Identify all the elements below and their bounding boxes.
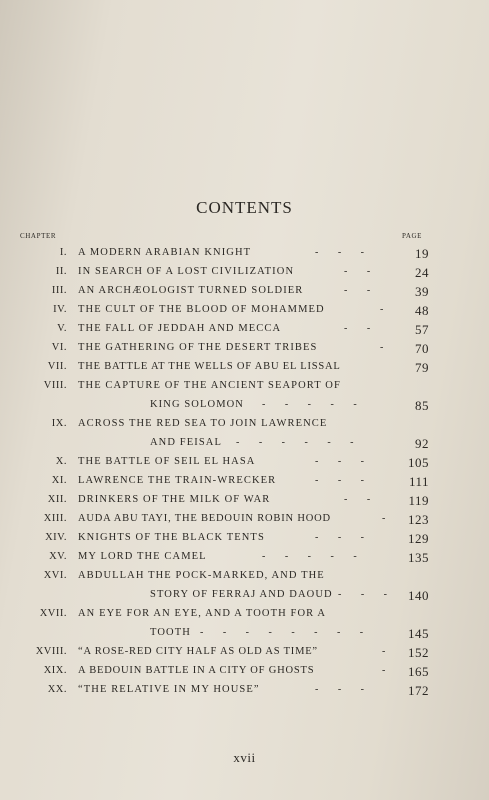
dot-leader: - -: [344, 323, 371, 334]
page-number: 123: [408, 512, 429, 527]
dot-leader: - - -: [315, 456, 364, 467]
toc-entry-14: [0, 532, 489, 550]
chapter-number: XVII.: [39, 608, 67, 619]
chapter-title: ACROSS THE RED SEA TO JOIN LAWRENCE: [78, 418, 328, 429]
toc-entry-2: [0, 266, 489, 284]
page-number: 19: [415, 246, 429, 261]
toc-entry-4: [0, 304, 489, 322]
dot-leader: -: [382, 646, 386, 657]
dot-leader: -: [382, 513, 386, 524]
toc-entry-12: [0, 494, 489, 512]
toc-entry-11: [0, 475, 489, 493]
dot-leader: - -: [344, 285, 371, 296]
chapter-title: IN SEARCH OF A LOST CIVILIZATION: [78, 266, 295, 277]
chapter-number: XIV.: [45, 532, 67, 543]
page-number: 70: [415, 341, 429, 356]
chapter-title-continuation: STORY OF FERRAJ AND DAOUD: [150, 589, 333, 600]
toc-entry-17-line-1: [0, 608, 489, 626]
toc-entry-9-line-2: [0, 437, 489, 455]
toc-entry-1: [0, 247, 489, 265]
page-number: 135: [408, 550, 429, 565]
page-number: 140: [408, 588, 429, 603]
page-number: 57: [415, 322, 429, 337]
chapter-number: XVIII.: [35, 646, 67, 657]
toc-entry-17-line-2: [0, 627, 489, 645]
toc-entry-8-line-2: [0, 399, 489, 417]
chapter-title: THE BATTLE OF SEIL EL HASA: [78, 456, 256, 467]
page-title: CONTENTS: [196, 198, 293, 217]
toc-entry-19: [0, 665, 489, 683]
toc-entry-16-line-1: [0, 570, 489, 588]
dot-leader: -: [382, 665, 386, 676]
page-number: 24: [415, 265, 429, 280]
chapter-title: THE FALL OF JEDDAH AND MECCA: [78, 323, 282, 334]
dot-leader: - - -: [315, 247, 364, 258]
dot-leader: - -: [344, 494, 371, 505]
chapter-title-continuation: TOOTH: [150, 627, 191, 638]
toc-entry-6: [0, 342, 489, 360]
page-number: 172: [408, 683, 429, 698]
chapter-title: ABDULLAH THE POCK-MARKED, AND THE: [78, 570, 325, 581]
chapter-title: AN ARCHÆOLOGIST TURNED SOLDIER: [78, 285, 304, 296]
dot-leader: - -: [344, 266, 371, 277]
page-number: 85: [415, 398, 429, 413]
chapter-number: VII.: [47, 361, 67, 372]
chapter-number: III.: [51, 285, 67, 296]
toc-entry-15: [0, 551, 489, 569]
chapter-title: LAWRENCE THE TRAIN-WRECKER: [78, 475, 277, 486]
page-number: 145: [408, 626, 429, 641]
chapter-number: XVI.: [43, 570, 67, 581]
chapter-number: XIX.: [43, 665, 67, 676]
toc-entry-16-line-2: [0, 589, 489, 607]
chapter-number: V.: [57, 323, 67, 334]
chapter-number: IV.: [53, 304, 67, 315]
chapter-number: XI.: [51, 475, 67, 486]
dot-leader: - - - - -: [262, 551, 357, 562]
chapter-title: THE BATTLE AT THE WELLS OF ABU EL LISSAL: [78, 361, 341, 372]
page-number: 119: [408, 493, 429, 508]
toc-entry-9-line-1: [0, 418, 489, 436]
dot-leader: - - -: [315, 532, 364, 543]
chapter-number: I.: [59, 247, 67, 258]
toc-entry-10: [0, 456, 489, 474]
dot-leader: - - -: [315, 475, 364, 486]
toc-entry-5: [0, 323, 489, 341]
page-number: 79: [415, 360, 429, 375]
chapter-title-continuation: KING SOLOMON: [150, 399, 244, 410]
chapter-number: XII.: [47, 494, 67, 505]
dot-leader: -: [380, 342, 384, 353]
dot-leader: - - - - -: [262, 399, 357, 410]
dot-leader: - - - - - -: [236, 437, 354, 448]
toc-entry-20: [0, 684, 489, 702]
chapter-title: “A ROSE-RED CITY HALF AS OLD AS TIME”: [78, 646, 318, 657]
chapter-number: VI.: [51, 342, 67, 353]
chapter-title-continuation: AND FEISAL: [150, 437, 222, 448]
chapter-column-header: CHAPTER: [20, 232, 57, 240]
page-number: 92: [415, 436, 429, 451]
toc-entry-7: [0, 361, 489, 379]
dot-leader: - - -: [338, 589, 387, 600]
page-number: 165: [408, 664, 429, 679]
toc-entry-8-line-1: [0, 380, 489, 398]
toc-entry-13: [0, 513, 489, 531]
chapter-number: XX.: [47, 684, 67, 695]
page-number: 39: [415, 284, 429, 299]
page-column-header: PAGE: [402, 232, 423, 240]
chapter-title: AUDA ABU TAYI, THE BEDOUIN ROBIN HOOD: [78, 513, 331, 524]
chapter-number: IX.: [51, 418, 67, 429]
chapter-number: VIII.: [43, 380, 67, 391]
chapter-title: “THE RELATIVE IN MY HOUSE”: [78, 684, 260, 695]
chapter-number: XV.: [49, 551, 67, 562]
dot-leader: - - -: [315, 684, 364, 695]
chapter-number: II.: [55, 266, 67, 277]
page-number: 105: [408, 455, 429, 470]
chapter-number: X.: [55, 456, 67, 467]
page-number: 48: [415, 303, 429, 318]
toc-entry-3: [0, 285, 489, 303]
chapter-title: THE CAPTURE OF THE ANCIENT SEAPORT OF: [78, 380, 341, 391]
folio-page-number: xvii: [233, 750, 256, 765]
chapter-title: KNIGHTS OF THE BLACK TENTS: [78, 532, 265, 543]
page-number: 129: [408, 531, 429, 546]
page-number: 111: [408, 474, 429, 489]
page-number: 152: [408, 645, 429, 660]
toc-entry-18: [0, 646, 489, 664]
dot-leader: -: [380, 304, 384, 315]
chapter-title: A MODERN ARABIAN KNIGHT: [78, 247, 252, 258]
chapter-title: THE GATHERING OF THE DESERT TRIBES: [78, 342, 318, 353]
chapter-title: AN EYE FOR AN EYE, AND A TOOTH FOR A: [78, 608, 327, 619]
chapter-title: DRINKERS OF THE MILK OF WAR: [78, 494, 271, 505]
chapter-title: THE CULT OF THE BLOOD OF MOHAMMED: [78, 304, 325, 315]
dot-leader: - - - - - - - -: [200, 627, 364, 638]
chapter-number: XIII.: [43, 513, 67, 524]
chapter-title: MY LORD THE CAMEL: [78, 551, 207, 562]
chapter-title: A BEDOUIN BATTLE IN A CITY OF GHOSTS: [78, 665, 315, 676]
